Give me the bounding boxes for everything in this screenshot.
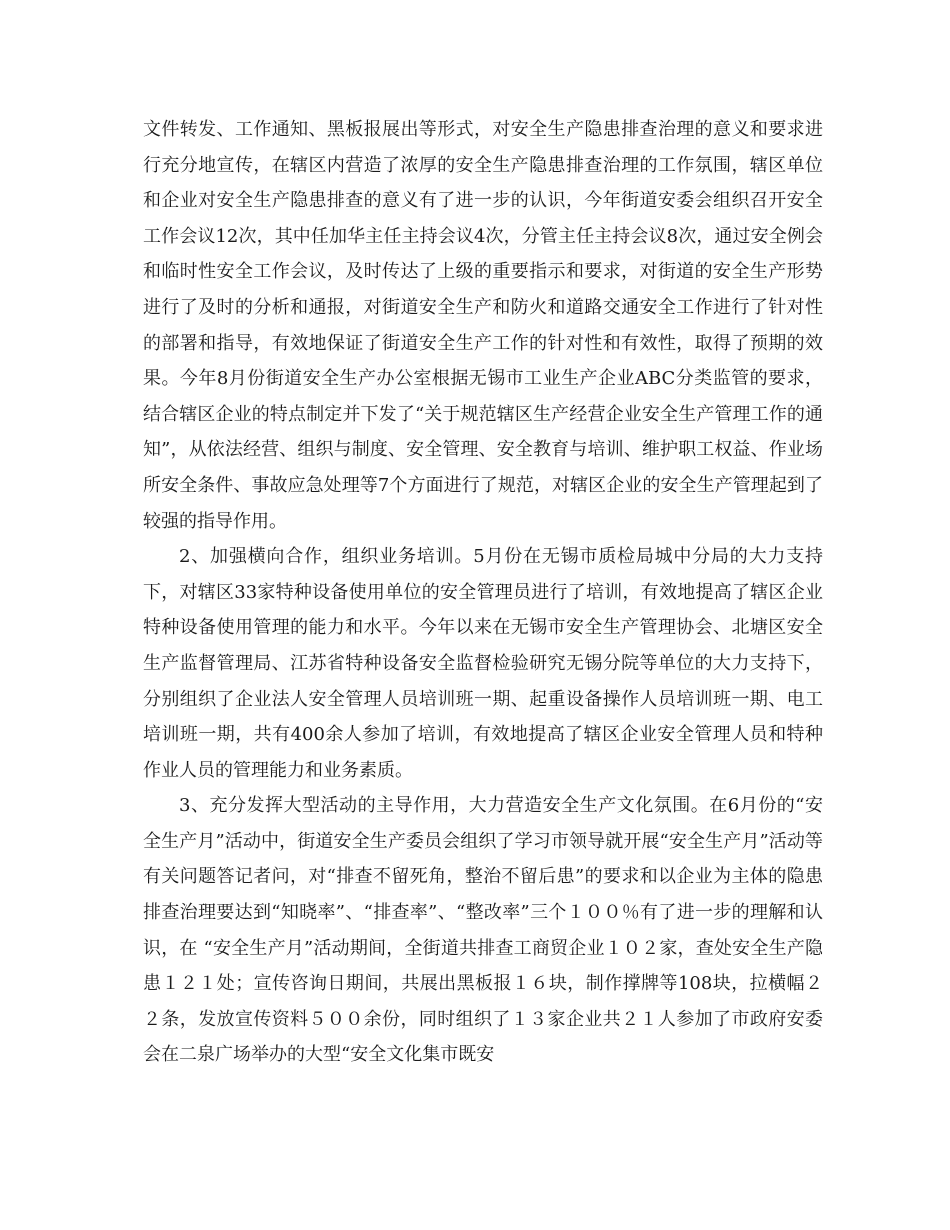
paragraph-training: 2、加强横向合作，组织业务培训。5月份在无锡市质检局城中分局的大力支持下，对辖区33家特种设备使用单位的安全管理员进行了培训，有效地提高了辖区企业特种设备使用管理的能力和水平。今年以来在无锡市安全生产管理协会、北塘区安全生产监督管理局、江苏省特种设备安全监督检验研究无锡分院等单位的大力支持下，分别组织了企业法人安全管理人员培训班一期、起重设备操作人员培训班一期、电工培训班一期，共有400余人参加了培训，有效地提高了辖区企业安全管理人员和特种作业人员的管理能力和业务素质。 [143, 546, 823, 781]
document-body [143, 112, 823, 1073]
paragraph-continued: 文件转发、工作通知、黑板报展出等形式，对安全生产隐患排查治理的意义和要求进行充分地宣传，在辖区内营造了浓厚的安全生产隐患排查治理的工作氛围，辖区单位和企业对安全生产隐患排查的意义有了进一步的认识，今年街道安委会组织召开安全工作会议12次，其中任加华主任主持会议4次，分管主任主持会议8次，通过安全例会和临时性安全工作会议，及时传达了上级的重要指示和要求，对街道的安全生产形势进行了及时的分析和通报，对街道安全生产和防火和道路交通安全工作进行了针对性的部署和指导，有效地保证了街道安全生产工作的针对性和有效性，取得了预期的效果。今年8月份街道安全生产办公室根据无锡市工业生产企业ABC分类监管的要求，结合辖区企业的特点制定并下发了“关于规范辖区生产经营企业安全生产管理工作的通知”，从依法经营、组织与制度、安全管理、安全教育与培训、维护职工权益、作业场所安全条件、事故应急处理等7个方面进行了规范，对辖区企业的安全生产管理起到了较强的指导作用。 [143, 119, 823, 532]
paragraph-activities: 3、充分发挥大型活动的主导作用，大力营造安全生产文化氛围。在6月份的“安全生产月”活动中，街道安全生产委员会组织了学习市领导就开展“安全生产月”活动等有关问题答记者问，对“排查不留死角，整治不留后患”的要求和以企业为主体的隐患排查治理要达到“知晓率”、“排查率”、“整改率”三个１００％有了进一步的理解和认识，在 “安全生产月”活动期间，全街道共排查工商贸企业１０２家，查处安全生产隐患１２１处；宣传咨询日期间，共展出黑板报１６块，制作撑牌等108块，拉横幅２２条，发放宣传资料５００余份，同时组织了１３家企业共２１人参加了市政府安委会在二泉广场举办的大型“安全文化集市既安 [143, 795, 823, 1066]
